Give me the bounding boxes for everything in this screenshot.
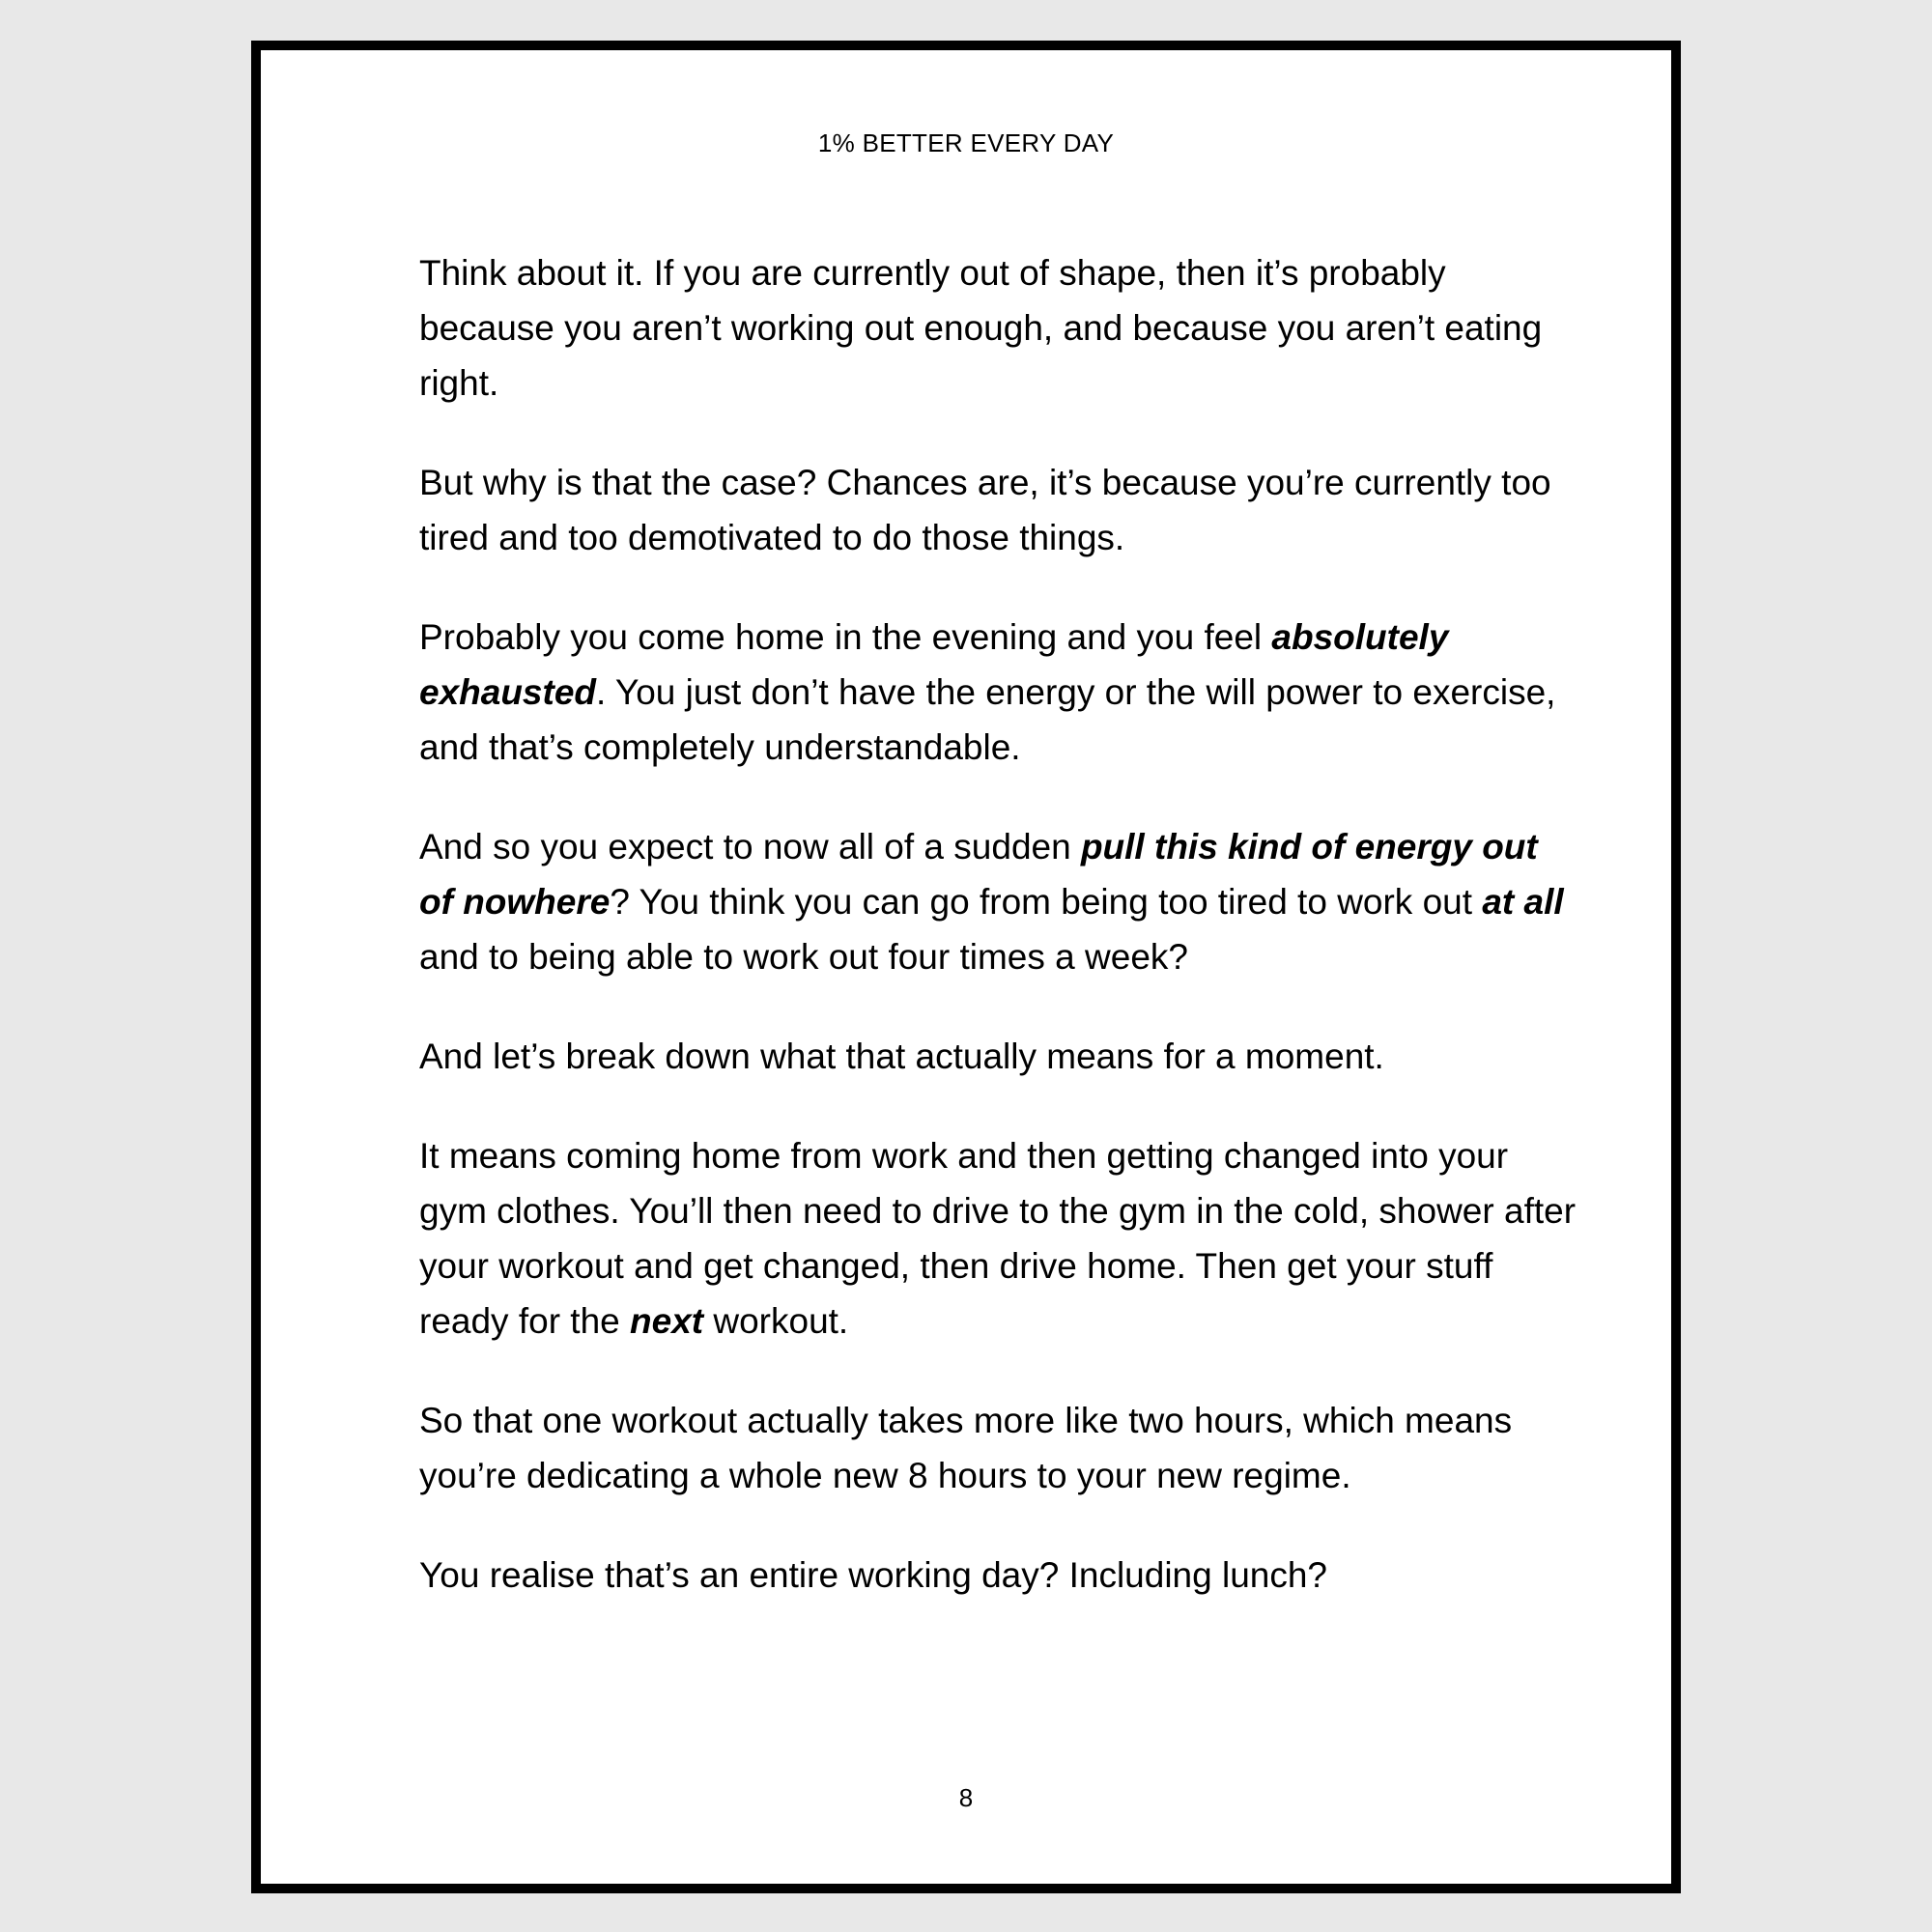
paragraph-4: [419, 819, 1578, 984]
text-segment: ? You think you can go from being too tired to work out: [610, 882, 1483, 922]
emphasized-text: absolutely exhausted: [419, 617, 1449, 712]
text-segment: So that one workout actually takes more like two hours, which means you’re dedicating a whole new 8 hours to your new regime.: [419, 1401, 1513, 1495]
running-header: 1% BETTER EVERY DAY: [817, 128, 1115, 157]
text-segment: But why is that the case? Chances are, it’s because you’re currently too tired and too demotivated to do those things.: [419, 463, 1551, 557]
emphasized-text: next: [630, 1301, 704, 1341]
paragraph-3: [419, 610, 1578, 775]
text-segment: It means coming home from work and then getting changed into your gym clothes. You’ll then need to drive to the gym in the cold, shower after your workout and get changed, then drive home. Then get your stuff ready for the: [419, 1136, 1577, 1341]
paragraph-2: [419, 455, 1578, 565]
text-segment: workout.: [703, 1301, 849, 1341]
emphasized-text: pull this kind of energy out of nowhere: [419, 827, 1538, 922]
text-segment: And so you expect to now all of a sudden: [419, 827, 1081, 867]
page-number: 8: [958, 1783, 974, 1812]
text-segment: Probably you come home in the evening and you feel: [419, 617, 1272, 657]
book-page: [251, 41, 1681, 1893]
paragraph-1: [419, 245, 1578, 411]
text-segment: And let’s break down what that actually means for a moment.: [419, 1037, 1384, 1076]
text-segment: and to being able to work out four times a week?: [419, 937, 1188, 977]
paragraph-7: [419, 1393, 1578, 1503]
text-segment: . You just don’t have the energy or the will power to exercise, and that’s completely understandable.: [419, 672, 1556, 767]
text-segment: Think about it. If you are currently out of shape, then it’s probably because you aren’t working out enough, and because you aren’t eating right.: [419, 253, 1543, 403]
emphasized-text: at all: [1482, 882, 1564, 922]
paragraph-5: [419, 1029, 1578, 1084]
paragraph-6: [419, 1128, 1578, 1349]
paragraph-8: [419, 1548, 1578, 1603]
text-segment: You realise that’s an entire working day? Including lunch?: [419, 1555, 1328, 1595]
body-text: [419, 245, 1578, 1603]
